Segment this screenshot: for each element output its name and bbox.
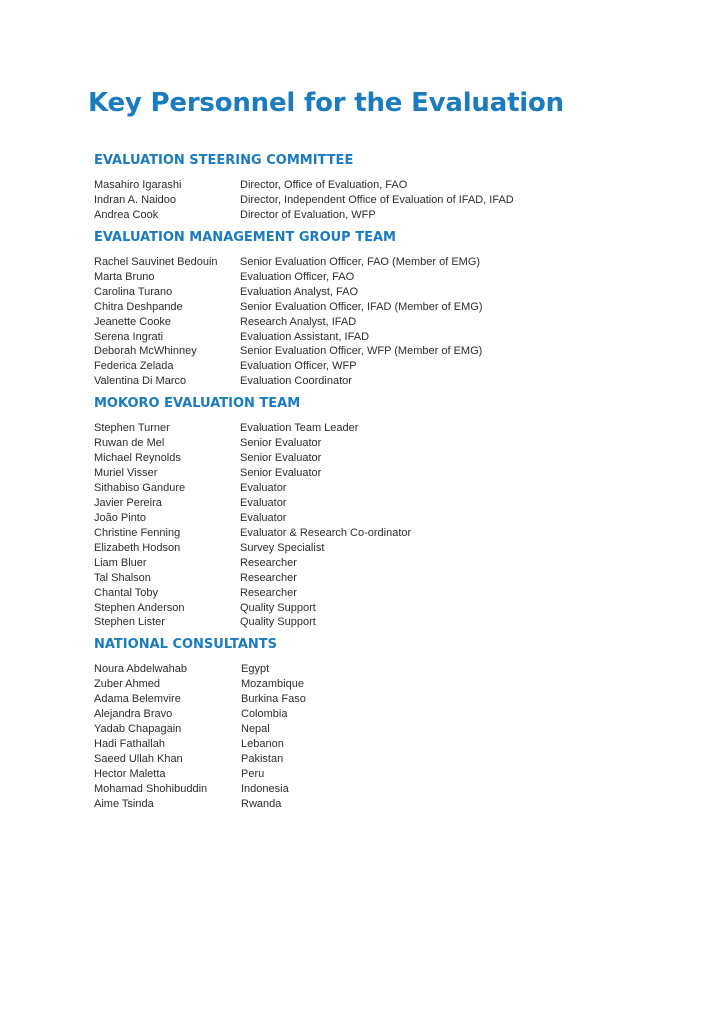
personnel-row	[94, 330, 654, 345]
section-heading: MOKORO EVALUATION TEAM	[94, 396, 301, 412]
section-steering-committee	[94, 152, 654, 223]
person-role: Evaluator	[240, 482, 287, 494]
personnel-row	[94, 752, 654, 767]
person-role: Evaluation Team Leader	[240, 422, 359, 435]
person-role: Senior Evaluator	[240, 467, 322, 480]
personnel-row	[94, 270, 654, 285]
person-role: Evaluation Coordinator	[240, 375, 352, 388]
section-mokoro-team	[94, 395, 654, 630]
person-role: Evaluation Analyst, FAO	[240, 285, 359, 298]
person-role: Research Analyst, IFAD	[240, 315, 357, 328]
person-role: Burkina Faso	[241, 693, 306, 706]
person-role: Senior Evaluator	[240, 452, 322, 465]
page-title: Key Personnel for the Evaluation	[88, 88, 564, 118]
personnel-row	[94, 315, 654, 330]
person-name: Michael Reynolds	[94, 452, 181, 465]
person-name: Stephen Lister	[94, 616, 165, 629]
person-role: Survey Specialist	[240, 541, 325, 554]
person-name: Serena Ingrati	[94, 330, 164, 343]
personnel-row	[94, 511, 654, 526]
section-heading: EVALUATION STEERING COMMITTEE	[94, 153, 354, 168]
personnel-row	[94, 707, 654, 722]
person-role: Director of Evaluation, WFP	[240, 208, 376, 221]
personnel-row	[94, 344, 654, 359]
person-role: Peru	[241, 767, 265, 780]
person-role: Colombia	[241, 708, 288, 721]
personnel-row	[94, 601, 654, 616]
person-role: Evaluation Officer, FAO	[240, 270, 355, 283]
person-role: Quality Support	[240, 601, 316, 614]
person-name: Jeanette Cooke	[94, 315, 172, 328]
person-role: Quality Support	[240, 616, 316, 629]
person-name: Saeed Ullah Khan	[94, 753, 183, 765]
person-role: Pakistan	[241, 753, 284, 765]
person-role: Director, Office of Evaluation, FAO	[240, 179, 408, 191]
person-role: Indonesia	[241, 782, 289, 795]
person-role: Evaluator	[240, 496, 287, 509]
personnel-list	[94, 662, 654, 811]
person-name: Hadi Fathallah	[94, 738, 165, 751]
section-national-consultants	[94, 636, 654, 811]
personnel-row	[94, 541, 654, 556]
person-role: Senior Evaluation Officer, WFP (Member of EMG)	[240, 345, 483, 358]
personnel-row	[94, 586, 654, 601]
personnel-row	[94, 255, 654, 270]
personnel-row	[94, 436, 654, 451]
personnel-row	[94, 466, 654, 481]
personnel-row	[94, 285, 654, 300]
person-name: Valentina Di Marco	[94, 375, 187, 388]
person-role: Egypt	[241, 663, 270, 676]
person-role: Researcher	[240, 556, 297, 569]
person-name: Yadab Chapagain	[94, 723, 182, 736]
personnel-list	[94, 421, 654, 630]
personnel-list	[94, 255, 654, 389]
person-role: Director, Independent Office of Evaluation of IFAD, IFAD	[240, 193, 514, 206]
personnel-row	[94, 208, 654, 223]
personnel-row	[94, 421, 654, 436]
person-name: Adama Belemvire	[94, 693, 181, 706]
personnel-row	[94, 374, 654, 389]
section-heading: EVALUATION MANAGEMENT GROUP TEAM	[94, 229, 396, 245]
personnel-row	[94, 526, 654, 541]
person-name: Carolina Turano	[94, 285, 173, 298]
person-name: Deborah McWhinney	[94, 345, 197, 358]
person-role: Researcher	[240, 586, 297, 599]
personnel-content	[94, 152, 654, 812]
person-name: Mohamad Shohibuddin	[94, 782, 208, 795]
personnel-row	[94, 797, 654, 812]
personnel-row	[94, 359, 654, 374]
personnel-row	[94, 178, 654, 193]
personnel-row	[94, 496, 654, 511]
person-role: Senior Evaluation Officer, IFAD (Member of EMG)	[240, 300, 483, 313]
person-role: Rwanda	[241, 797, 282, 810]
personnel-row	[94, 571, 654, 586]
personnel-row	[94, 692, 654, 707]
section-heading: NATIONAL CONSULTANTS	[94, 637, 277, 653]
person-name: Chitra Deshpande	[94, 300, 183, 313]
person-role: Lebanon	[241, 738, 284, 751]
person-name: Noura Abdelwahab	[94, 663, 187, 676]
person-name: Stephen Turner	[94, 422, 170, 435]
person-name: Elizabeth Hodson	[94, 541, 181, 554]
person-name: Ruwan de Mel	[94, 437, 165, 450]
person-name: Aime Tsinda	[94, 797, 154, 810]
personnel-row	[94, 767, 654, 782]
personnel-row	[94, 615, 654, 630]
person-role: Senior Evaluation Officer, FAO (Member of EMG)	[240, 255, 481, 268]
person-name: Marta Bruno	[94, 270, 155, 283]
person-name: Liam Bluer	[94, 556, 147, 569]
person-name: João Pinto	[94, 511, 146, 524]
person-role: Evaluation Officer, WFP	[240, 360, 357, 373]
personnel-list	[94, 178, 654, 223]
person-name: Tal Shalson	[94, 571, 151, 584]
personnel-row	[94, 677, 654, 692]
person-name: Muriel Visser	[94, 467, 158, 480]
personnel-row	[94, 451, 654, 466]
person-name: Andrea Cook	[94, 208, 159, 221]
person-name: Masahiro Igarashi	[94, 179, 182, 191]
personnel-row	[94, 662, 654, 677]
personnel-row	[94, 737, 654, 752]
person-role: Senior Evaluator	[240, 437, 322, 450]
person-role: Evaluator & Research Co-ordinator	[240, 526, 412, 539]
person-name: Rachel Sauvinet Bedouin	[94, 255, 218, 268]
person-name: Stephen Anderson	[94, 601, 185, 614]
personnel-row	[94, 193, 654, 208]
person-name: Zuber Ahmed	[94, 678, 161, 691]
personnel-row	[94, 556, 654, 571]
personnel-row	[94, 481, 654, 496]
section-management-group	[94, 229, 654, 389]
personnel-row	[94, 722, 654, 737]
person-role: Evaluation Assistant, IFAD	[240, 330, 370, 343]
person-name: Federica Zelada	[94, 360, 174, 373]
person-role: Evaluator	[240, 511, 287, 524]
person-name: Alejandra Bravo	[94, 708, 173, 721]
personnel-row	[94, 782, 654, 797]
personnel-row	[94, 300, 654, 315]
person-role: Researcher	[240, 571, 297, 584]
person-role: Nepal	[241, 723, 270, 736]
person-name: Javier Pereira	[94, 496, 162, 509]
person-name: Hector Maletta	[94, 767, 166, 780]
person-role: Mozambique	[241, 678, 304, 691]
person-name: Christine Fenning	[94, 526, 181, 539]
person-name: Sithabiso Gandure	[94, 482, 186, 494]
person-name: Indran A. Naidoo	[94, 193, 176, 206]
person-name: Chantal Toby	[94, 586, 159, 599]
